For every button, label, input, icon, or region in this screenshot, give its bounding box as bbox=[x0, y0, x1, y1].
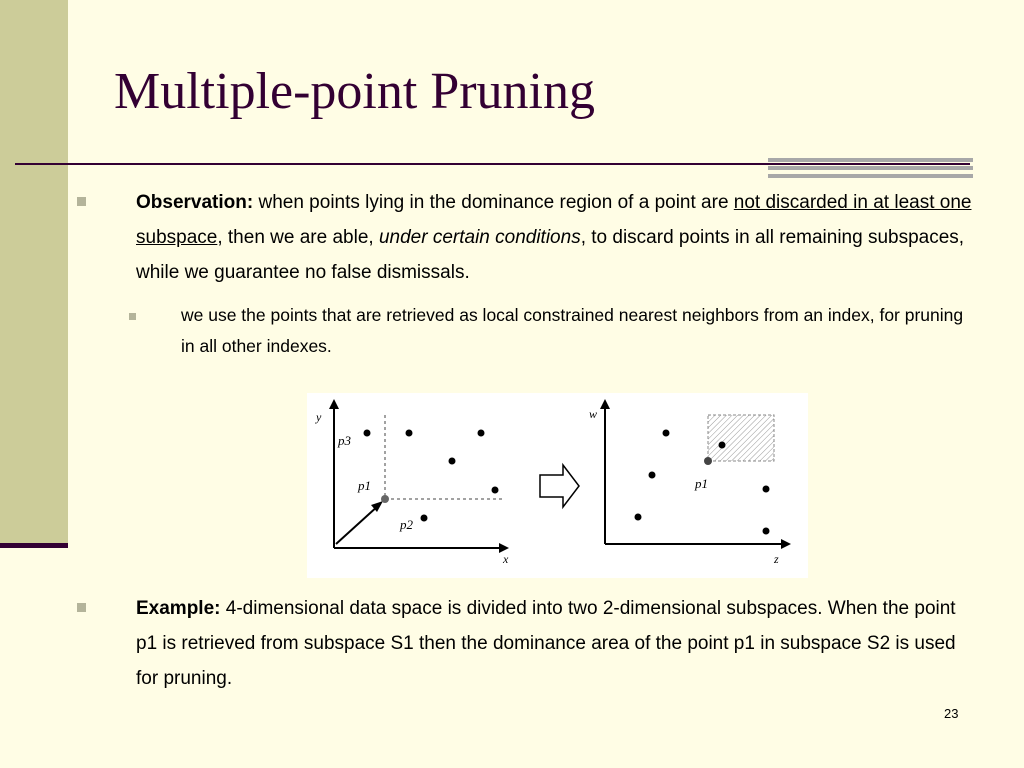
sub-bullet-text: we use the points that are retrieved as local constrained nearest neighbors from an index, for pruning in all other indexes. bbox=[181, 305, 964, 356]
sub-bullet-square-icon bbox=[129, 313, 136, 320]
point-p1-right bbox=[704, 457, 712, 465]
observation-underlined-text: not discarded in at least one subspace bbox=[136, 192, 972, 248]
point bbox=[649, 472, 656, 479]
observation-label: Observation: bbox=[136, 192, 254, 213]
observation-italic-text: under certain conditions bbox=[378, 227, 581, 248]
left-panel bbox=[315, 399, 509, 566]
observation-text-3: , to discard points in all remaining subspaces, while we guarantee no false dismissals. bbox=[136, 227, 965, 283]
label-p2: p2 bbox=[400, 517, 413, 532]
transition-arrow-icon bbox=[540, 465, 579, 507]
dominance-diagram bbox=[307, 393, 808, 578]
title-accent-stripes bbox=[768, 158, 973, 178]
point bbox=[449, 458, 456, 465]
right-x-label: z bbox=[774, 552, 779, 566]
point bbox=[635, 514, 642, 521]
point-p1 bbox=[381, 495, 389, 503]
point bbox=[663, 430, 670, 437]
label-p1: p1 bbox=[358, 478, 371, 493]
point-p3 bbox=[364, 430, 371, 437]
right-y-axis-arrow-icon bbox=[600, 399, 610, 409]
point bbox=[719, 442, 726, 449]
point bbox=[763, 486, 770, 493]
example-paragraph bbox=[136, 591, 976, 696]
point bbox=[478, 430, 485, 437]
left-decor-bar bbox=[0, 0, 68, 545]
point bbox=[763, 528, 770, 535]
left-y-axis-arrow-icon bbox=[329, 399, 339, 409]
left-x-label: x bbox=[503, 552, 509, 566]
right-panel bbox=[589, 399, 791, 566]
label-p3: p3 bbox=[338, 433, 351, 448]
observation-paragraph bbox=[136, 185, 1006, 290]
arrow-to-p1 bbox=[336, 505, 379, 544]
right-y-label: w bbox=[589, 407, 598, 421]
dominance-region bbox=[708, 415, 774, 461]
bullet-square-icon bbox=[77, 197, 86, 206]
dominance-figure bbox=[307, 393, 808, 578]
point-p2 bbox=[421, 515, 428, 522]
point bbox=[492, 487, 499, 494]
point bbox=[406, 430, 413, 437]
page-number: 23 bbox=[944, 706, 959, 721]
label-p1-right: p1 bbox=[695, 476, 708, 491]
slide-title: Multiple-point Pruning bbox=[114, 63, 595, 120]
example-text: 4-dimensional data space is divided into two 2-dimensional subspaces. When the point p1 is retrieved from subspace S1 then the dominance area of the point p1 in subspace S2 is used for pruning. bbox=[136, 598, 956, 689]
left-y-label: y bbox=[316, 410, 322, 424]
example-label: Example: bbox=[136, 598, 221, 619]
left-decor-line bbox=[0, 543, 68, 548]
observation-text-1: when points lying in the dominance region of a point are bbox=[253, 192, 734, 213]
bullet-square-icon bbox=[77, 603, 86, 612]
observation-text-2: , then we are able, bbox=[217, 227, 379, 248]
right-x-axis-arrow-icon bbox=[781, 539, 791, 549]
